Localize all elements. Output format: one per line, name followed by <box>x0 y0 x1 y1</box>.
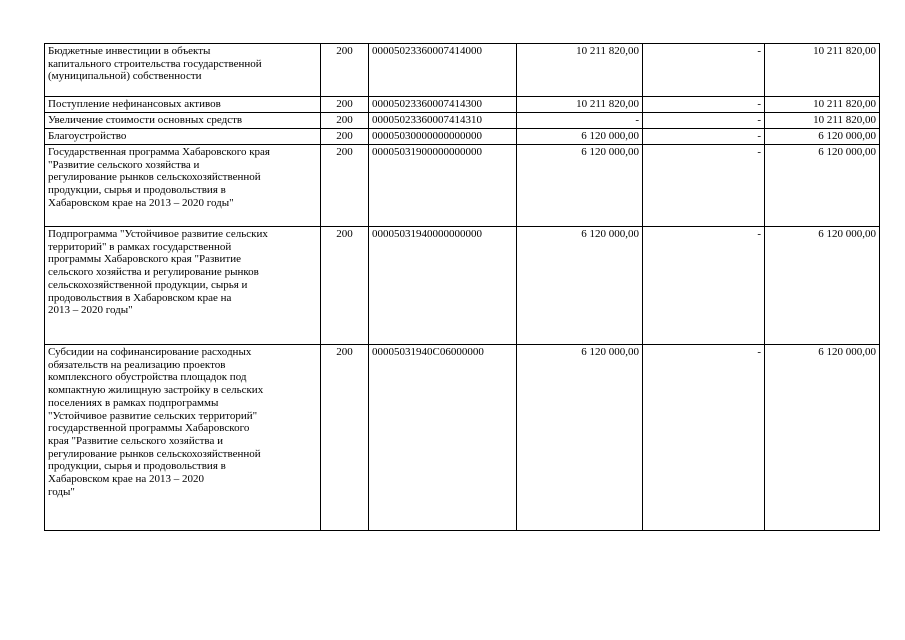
row-executed: - <box>643 44 765 97</box>
row-kbk: 00005031940С06000000 <box>369 345 517 531</box>
row-executed: - <box>643 145 765 227</box>
row-code: 200 <box>321 97 369 113</box>
row-code: 200 <box>321 345 369 531</box>
row-name: Благоустройство <box>45 129 321 145</box>
row-remaining: 6 120 000,00 <box>765 227 880 345</box>
row-approved: - <box>517 113 643 129</box>
row-name: Государственная программа Хабаровского края "Развитие сельского хозяйства и регулирование рынков сельскохозяйственной продукции, сырья и продовольствия в Хабаровском крае на 2013 – 2020 годы" <box>45 145 321 227</box>
row-kbk: 00005031900000000000 <box>369 145 517 227</box>
row-remaining: 6 120 000,00 <box>765 145 880 227</box>
row-kbk: 00005023360007414310 <box>369 113 517 129</box>
row-name: Бюджетные инвестиции в объекты капитального строительства государственной (муниципальной) собственности <box>45 44 321 97</box>
row-executed: - <box>643 227 765 345</box>
table-row <box>45 113 880 129</box>
row-code: 200 <box>321 227 369 345</box>
row-executed: - <box>643 113 765 129</box>
table-row <box>45 227 880 345</box>
row-code: 200 <box>321 113 369 129</box>
row-kbk: 00005023360007414300 <box>369 97 517 113</box>
row-approved: 10 211 820,00 <box>517 97 643 113</box>
row-code: 200 <box>321 145 369 227</box>
row-code: 200 <box>321 44 369 97</box>
row-approved: 10 211 820,00 <box>517 44 643 97</box>
row-remaining: 6 120 000,00 <box>765 129 880 145</box>
row-name: Субсидии на софинансирование расходных обязательств на реализацию проектов комплексного обустройства площадок под компактную жилищную застройку в сельских поселениях в рамках подпрограммы "Устойчивое развитие сельских территорий" государственной программы Хабаровского края "Развитие сельского хозяйства и регулирование рынков сельскохозяйственной продукции, сырья и продовольствия в Хабаровском крае на 2013 – 2020 годы" <box>45 345 321 531</box>
row-code: 200 <box>321 129 369 145</box>
table-row <box>45 129 880 145</box>
row-executed: - <box>643 97 765 113</box>
row-approved: 6 120 000,00 <box>517 345 643 531</box>
row-remaining: 10 211 820,00 <box>765 97 880 113</box>
row-kbk: 00005030000000000000 <box>369 129 517 145</box>
row-kbk: 00005031940000000000 <box>369 227 517 345</box>
table-row <box>45 345 880 531</box>
budget-report-sheet <box>44 43 879 531</box>
row-executed: - <box>643 345 765 531</box>
row-remaining: 10 211 820,00 <box>765 44 880 97</box>
row-approved: 6 120 000,00 <box>517 227 643 345</box>
table-row <box>45 97 880 113</box>
row-approved: 6 120 000,00 <box>517 145 643 227</box>
row-name: Поступление нефинансовых активов <box>45 97 321 113</box>
row-remaining: 6 120 000,00 <box>765 345 880 531</box>
row-name: Увеличение стоимости основных средств <box>45 113 321 129</box>
table-row <box>45 145 880 227</box>
table-row <box>45 44 880 97</box>
row-name: Подпрограмма "Устойчивое развитие сельских территорий" в рамках государственной программы Хабаровского края "Развитие сельского хозяйства и регулирование рынков сельскохозяйственной продукции, сырья и продовольствия в Хабаровском крае на 2013 – 2020 годы" <box>45 227 321 345</box>
row-approved: 6 120 000,00 <box>517 129 643 145</box>
row-remaining: 10 211 820,00 <box>765 113 880 129</box>
budget-execution-table <box>44 43 880 531</box>
row-executed: - <box>643 129 765 145</box>
row-kbk: 00005023360007414000 <box>369 44 517 97</box>
